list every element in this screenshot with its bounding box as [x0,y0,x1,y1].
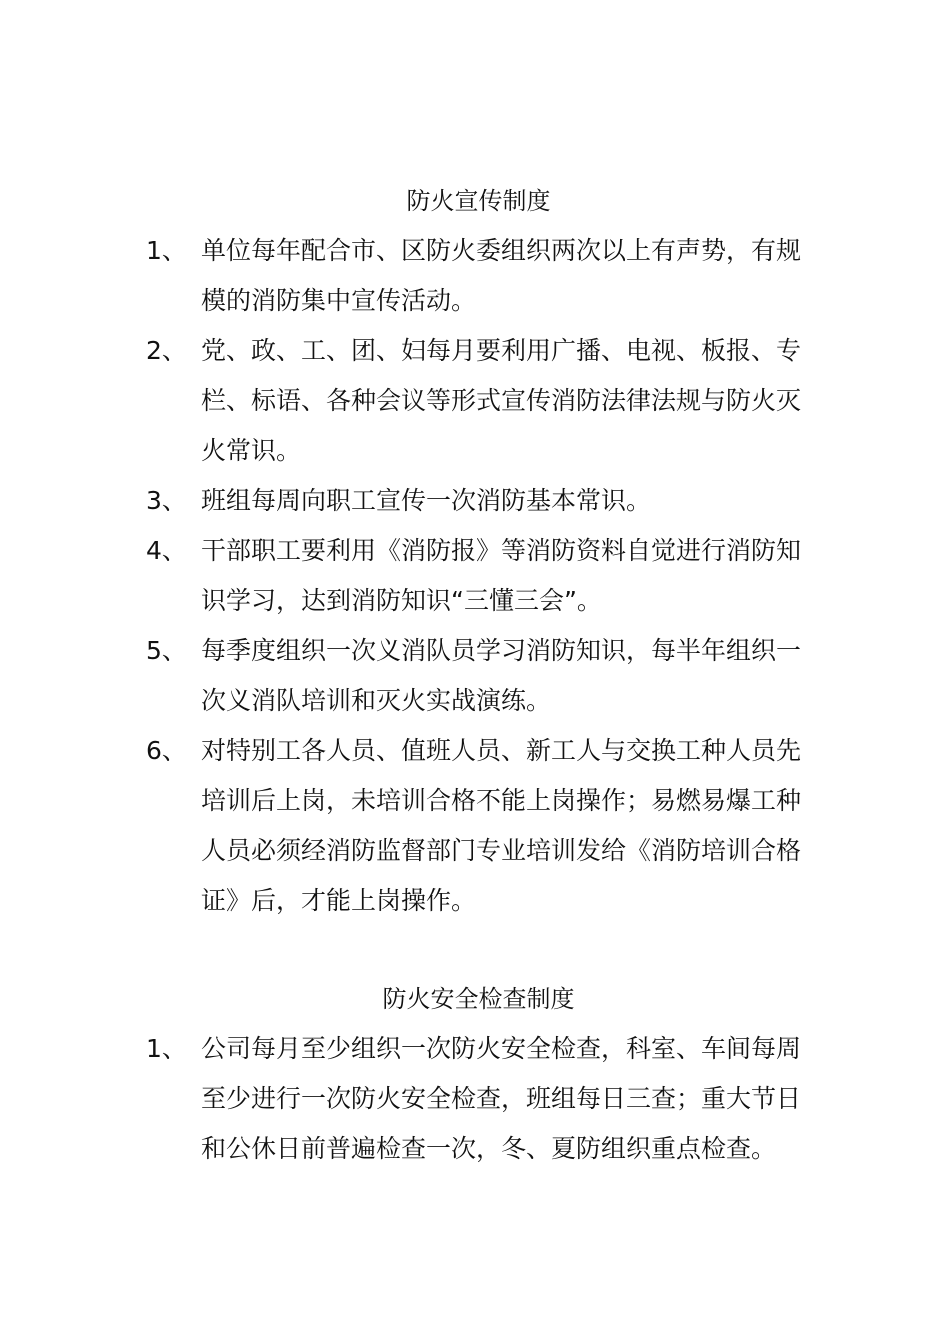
list-item [146,326,811,476]
item-text: 每季度组织一次义消队员学习消防知识，每半年组织一次义消队培训和灭火实战演练。 [201,636,802,715]
list-item [146,726,811,926]
list-item [146,476,811,526]
item-number: 3、 [146,486,187,515]
list-item [146,526,811,626]
item-text: 单位每年配合市、区防火委组织两次以上有声势，有规模的消防集中宣传活动。 [201,236,802,315]
item-text: 对特别工各人员、值班人员、新工人与交换工种人员先培训后上岗，未培训合格不能上岗操作；易燃易爆工种人员必须经消防监督部门专业培训发给《消防培训合格证》后，才能上岗操作。 [201,736,802,915]
item-number: 1、 [146,236,187,265]
list-item [146,226,811,326]
list-item [146,626,811,726]
list-item [146,1024,811,1174]
item-text: 班组每周向职工宣传一次消防基本常识。 [201,486,652,515]
section-title: 防火安全检查制度 [382,985,575,1013]
item-number: 4、 [146,536,187,565]
item-text: 干部职工要利用《消防报》等消防资料自觉进行消防知识学习，达到消防知识“三懂三会”。 [201,536,802,615]
item-number: 2、 [146,336,187,365]
item-text: 党、政、工、团、妇每月要利用广播、电视、板报、专栏、标语、各种会议等形式宣传消防法律法规与防火灭火常识。 [201,336,802,465]
item-number: 1、 [146,1034,187,1063]
section-fire-safety-inspection [146,974,811,1174]
item-text: 公司每月至少组织一次防火安全检查，科室、车间每周至少进行一次防火安全检查，班组每日三查；重大节日和公休日前普遍检查一次，冬、夏防组织重点检查。 [201,1034,802,1163]
section-title: 防火宣传制度 [406,187,551,215]
item-number: 6、 [146,736,187,765]
item-number: 5、 [146,636,187,665]
section-fire-publicity [146,176,811,926]
